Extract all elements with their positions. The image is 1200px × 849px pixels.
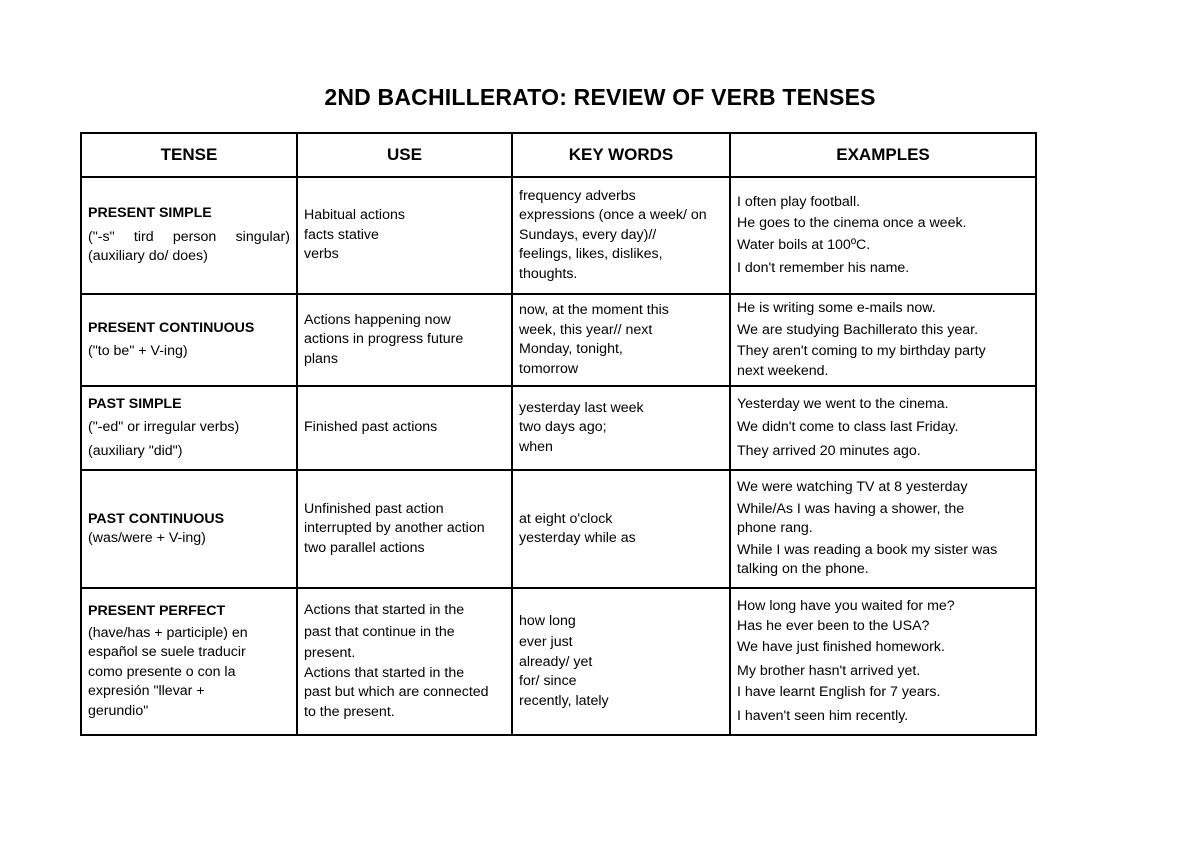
use-cell [297,386,512,470]
examples-cell [730,294,1036,386]
examples-cell [730,588,1036,735]
header-tense: TENSE [81,133,297,177]
examples-cell [730,470,1036,588]
examples-cell [730,386,1036,470]
keyword-line: frequency adverbs [519,187,636,204]
use-line: Actions happening now [304,311,451,328]
tense-note: expresión "llevar + [88,683,205,699]
example-line: He is writing some e-mails now. [737,300,936,316]
use-line: present. [304,645,356,661]
example-line: We have just finished homework. [737,639,945,655]
header-use: USE [297,133,512,177]
tense-note: (auxiliary do/ does) [88,248,208,265]
keyword-line: two days ago; [519,419,607,436]
keywords-cell [512,386,730,470]
example-line: They arrived 20 minutes ago. [737,442,921,459]
keyword-line: Monday, tonight, [519,341,623,357]
use-line: past but which are connected [304,684,489,700]
tense-name: PRESENT PERFECT [88,603,226,619]
keywords-cell [512,177,730,294]
keyword-line: ever just [519,634,573,651]
keyword-line: recently, lately [519,692,609,709]
use-cell [297,470,512,588]
keyword-line: tomorrow [519,360,579,377]
use-line: facts stative [304,226,379,243]
verb-tenses-table [80,132,1037,736]
table-row [81,294,1036,386]
tense-name: PAST CONTINUOUS [88,510,225,527]
tense-name: PAST SIMPLE [88,395,182,412]
header-key-words: KEY WORDS [512,133,730,177]
keyword-line: week, this year// next [519,321,653,338]
use-cell [297,177,512,294]
example-line: Yesterday we went to the cinema. [737,395,949,412]
tense-cell [81,294,297,386]
tense-note: ("-ed" or irregular verbs) [88,419,240,436]
tense-note: (have/has + participle) en [88,624,248,641]
example-line: Water boils at 100ºC. [737,236,871,253]
example-line: I have learnt English for 7 years. [737,684,941,700]
example-line: While I was reading a book my sister was [737,541,998,558]
table-row [81,386,1036,470]
keyword-line: at eight o'clock [519,510,613,527]
use-line: Finished past actions [304,419,438,436]
document-title: 2ND BACHILLERATO: REVIEW OF VERB TENSES [324,84,876,110]
tense-cell [81,588,297,735]
example-line: phone rang. [737,520,813,537]
keyword-line: yesterday while as [519,530,636,546]
keyword-line: when [519,438,553,455]
example-line: My brother hasn't arrived yet. [737,662,921,679]
tense-cell [81,386,297,470]
keyword-line: how long [519,612,576,629]
tense-note: ("-s" tird person singular) [88,228,290,245]
use-cell [297,294,512,386]
example-line: Has he ever been to the USA? [737,617,930,634]
use-line: two parallel actions [304,539,425,556]
example-line: I haven't seen him recently. [737,707,909,724]
keyword-line: already/ yet [519,653,593,670]
use-line: to the present. [304,703,395,720]
tense-name: PRESENT CONTINUOUS [88,319,255,336]
example-line: talking on the phone. [737,561,869,578]
keywords-cell [512,294,730,386]
example-line: They aren't coming to my birthday party [737,343,986,359]
keyword-line: now, at the moment this [519,302,669,318]
tense-note: gerundio" [88,702,149,719]
tense-cell [81,177,297,294]
tense-note: español se suele traducir [88,644,246,660]
example-line: We were watching TV at 8 yesterday [737,479,968,496]
use-line: interrupted by another action [304,520,485,537]
tense-cell [81,470,297,588]
table-row [81,470,1036,588]
example-line: I don't remember his name. [737,260,910,276]
header-examples: EXAMPLES [730,133,1036,177]
keywords-cell [512,588,730,735]
tense-note: ("to be" + V-ing) [88,343,188,359]
use-line: verbs [304,246,339,263]
tense-note: (auxiliary "did") [88,442,183,459]
keyword-line: feelings, likes, dislikes, [519,246,663,263]
example-line: We didn't come to class last Friday. [737,419,959,436]
example-line: I often play football. [737,193,861,210]
tense-note: como presente o con la [88,663,236,680]
keyword-line: expressions (once a week/ on [519,207,707,224]
table-header-row [81,133,1036,177]
use-line: Actions that started in the [304,602,465,618]
keyword-line: Sundays, every day)// [519,226,657,243]
use-cell [297,588,512,735]
use-line: actions in progress future [304,331,464,348]
examples-cell [730,177,1036,294]
example-line: How long have you waited for me? [737,598,955,614]
example-line: next weekend. [737,362,829,379]
use-line: Actions that started in the [304,664,465,681]
use-line: plans [304,350,338,367]
use-line: past that continue in the [304,623,455,640]
example-line: We are studying Bachillerato this year. [737,321,979,338]
keyword-line: for/ since [519,673,577,690]
use-line: Habitual actions [304,207,405,224]
keyword-line: yesterday last week [519,399,644,416]
example-line: While/As I was having a shower, the [737,500,965,517]
tense-name: PRESENT SIMPLE [88,205,212,222]
example-line: He goes to the cinema once a week. [737,215,967,231]
table-row [81,177,1036,294]
table-row [81,588,1036,735]
use-line: Unfinished past action [304,500,444,517]
keywords-cell [512,470,730,588]
tense-note: (was/were + V-ing) [88,530,206,546]
keyword-line: thoughts. [519,265,578,282]
